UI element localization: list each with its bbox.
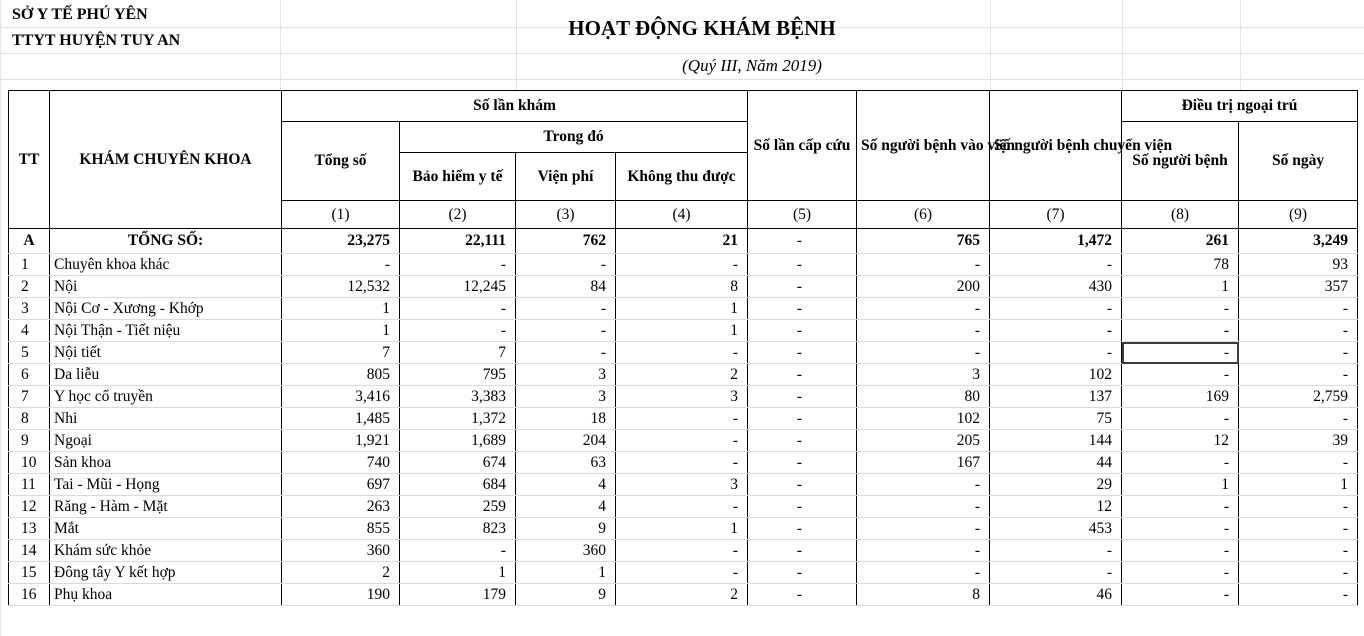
row-value[interactable]: 205 [857, 430, 990, 452]
row-value[interactable]: 12,245 [400, 276, 516, 298]
row-value[interactable]: 1 [400, 562, 516, 584]
row-value[interactable]: - [857, 496, 990, 518]
row-specialty[interactable]: Nhi [50, 408, 282, 430]
row-value[interactable]: 137 [990, 386, 1122, 408]
row-value[interactable]: 12 [990, 496, 1122, 518]
header-total[interactable]: Tổng số [282, 122, 400, 201]
grid-line [0, 53, 1364, 54]
row-value[interactable]: 1,921 [282, 430, 400, 452]
table-row [9, 298, 1358, 320]
row-value[interactable]: - [516, 342, 616, 364]
row-value[interactable]: - [748, 452, 857, 474]
row-tt[interactable]: 8 [9, 408, 50, 430]
row-value[interactable]: 795 [400, 364, 516, 386]
row-value[interactable]: - [748, 386, 857, 408]
row-value[interactable]: - [1122, 496, 1239, 518]
row-value[interactable]: 190 [282, 584, 400, 606]
row-specialty[interactable]: Tai - Mũi - Họng [50, 474, 282, 496]
row-value[interactable]: - [1122, 320, 1239, 342]
row-value[interactable]: - [616, 496, 748, 518]
row-value[interactable]: - [1239, 408, 1358, 430]
row-specialty[interactable]: Nội Cơ - Xương - Khớp [50, 298, 282, 320]
row-value[interactable]: 84 [516, 276, 616, 298]
row-value[interactable]: - [748, 562, 857, 584]
row-value[interactable]: - [748, 298, 857, 320]
row-value[interactable]: - [400, 298, 516, 320]
row-value[interactable]: - [857, 298, 990, 320]
row-specialty[interactable]: Nội Thận - Tiết niệu [50, 320, 282, 342]
header-insurance[interactable]: Bảo hiểm y tế [400, 153, 516, 201]
header-outpatient-group[interactable]: Điều trị ngoại trú [1122, 91, 1358, 122]
row-tt[interactable]: 16 [9, 584, 50, 606]
table-row [9, 452, 1358, 474]
table-row [9, 276, 1358, 298]
row-specialty[interactable]: Da liễu [50, 364, 282, 386]
row-value[interactable]: 674 [400, 452, 516, 474]
header-days[interactable]: Số ngày [1239, 122, 1358, 201]
column-index[interactable]: (3) [516, 201, 616, 229]
row-value[interactable]: 9 [516, 584, 616, 606]
row-value[interactable]: 3 [616, 474, 748, 496]
row-value[interactable]: 1,689 [400, 430, 516, 452]
row-value[interactable]: - [990, 320, 1122, 342]
row-value[interactable]: - [616, 452, 748, 474]
row-value[interactable]: - [1122, 364, 1239, 386]
row-value[interactable]: - [748, 474, 857, 496]
table-row [9, 408, 1358, 430]
column-index[interactable]: (8) [1122, 201, 1239, 229]
row-value[interactable]: 1 [616, 298, 748, 320]
row-value[interactable]: 102 [990, 364, 1122, 386]
row-value[interactable]: - [1239, 342, 1358, 364]
row-value[interactable]: - [282, 254, 400, 276]
row-value[interactable]: - [748, 364, 857, 386]
row-value[interactable]: - [616, 342, 748, 364]
column-index[interactable]: (1) [282, 201, 400, 229]
row-value[interactable]: - [748, 430, 857, 452]
row-specialty[interactable]: Y học cổ truyền [50, 386, 282, 408]
row-value[interactable]: - [857, 474, 990, 496]
row-specialty[interactable]: Phụ khoa [50, 584, 282, 606]
row-value[interactable]: - [857, 320, 990, 342]
row-value[interactable]: - [748, 518, 857, 540]
column-index[interactable]: (5) [748, 201, 857, 229]
row-value[interactable]: - [516, 298, 616, 320]
row-value[interactable]: - [1239, 540, 1358, 562]
table-row [9, 320, 1358, 342]
report-title[interactable]: HOẠT ĐỘNG KHÁM BỆNH [568, 16, 836, 40]
row-value[interactable]: 200 [857, 276, 990, 298]
row-value[interactable]: 80 [857, 386, 990, 408]
row-value[interactable]: 1 [282, 320, 400, 342]
report-table [8, 90, 1358, 606]
row-tt[interactable]: 13 [9, 518, 50, 540]
table-row [9, 254, 1358, 276]
row-value[interactable]: - [1122, 540, 1239, 562]
row-value[interactable]: 3 [616, 386, 748, 408]
total-value[interactable]: 22,111 [400, 229, 516, 254]
table-row [9, 540, 1358, 562]
row-tt[interactable]: 2 [9, 276, 50, 298]
row-tt[interactable]: 7 [9, 386, 50, 408]
row-value[interactable]: 3,383 [400, 386, 516, 408]
row-tt[interactable]: 1 [9, 254, 50, 276]
column-index[interactable]: (2) [400, 201, 516, 229]
row-value[interactable]: 855 [282, 518, 400, 540]
row-tt[interactable]: 6 [9, 364, 50, 386]
row-value[interactable]: - [616, 254, 748, 276]
header-patients[interactable]: Số người bệnh [1122, 122, 1239, 201]
row-value[interactable]: - [1239, 452, 1358, 474]
total-value[interactable]: 765 [857, 229, 990, 254]
total-value[interactable]: 23,275 [282, 229, 400, 254]
row-value[interactable]: 1 [282, 298, 400, 320]
row-value[interactable]: - [748, 540, 857, 562]
header-specialty[interactable]: KHÁM CHUYÊN KHOA [50, 91, 282, 229]
total-value[interactable]: - [748, 229, 857, 254]
row-value[interactable]: - [1239, 364, 1358, 386]
row-value[interactable]: 1 [516, 562, 616, 584]
row-value[interactable]: 1 [1122, 474, 1239, 496]
row-specialty[interactable]: Răng - Hàm - Mặt [50, 496, 282, 518]
row-value[interactable]: - [990, 540, 1122, 562]
row-value[interactable]: - [400, 254, 516, 276]
org-name-line2[interactable]: TTYT HUYỆN TUY AN [12, 32, 181, 49]
row-value[interactable]: - [1122, 518, 1239, 540]
table-row [9, 342, 1358, 364]
row-value[interactable]: - [1122, 452, 1239, 474]
row-value[interactable]: 360 [282, 540, 400, 562]
row-value[interactable]: - [857, 254, 990, 276]
grid-line [0, 79, 1364, 80]
row-value[interactable]: - [857, 518, 990, 540]
row-value[interactable]: 1,485 [282, 408, 400, 430]
report-subtitle[interactable]: (Quý III, Năm 2019) [682, 56, 822, 75]
table-row [9, 518, 1358, 540]
row-value[interactable]: - [748, 408, 857, 430]
total-row [9, 229, 1358, 254]
grid-line [990, 0, 991, 90]
row-value[interactable]: 1 [616, 518, 748, 540]
row-value[interactable]: - [748, 496, 857, 518]
row-tt[interactable]: 14 [9, 540, 50, 562]
row-value[interactable]: 263 [282, 496, 400, 518]
table-row [9, 364, 1358, 386]
row-value[interactable]: - [990, 562, 1122, 584]
row-value[interactable]: 7 [282, 342, 400, 364]
row-tt[interactable]: 15 [9, 562, 50, 584]
row-specialty[interactable]: Khám sức khỏe [50, 540, 282, 562]
row-value[interactable]: - [857, 562, 990, 584]
grid-line [280, 0, 281, 90]
row-value[interactable]: 39 [1239, 430, 1358, 452]
row-value[interactable]: 1,372 [400, 408, 516, 430]
total-tt[interactable]: A [9, 229, 50, 254]
row-value[interactable]: 179 [400, 584, 516, 606]
header-emergency[interactable]: Số lần cấp cứu [748, 91, 857, 201]
row-specialty[interactable]: Mắt [50, 518, 282, 540]
row-value[interactable]: - [1122, 342, 1239, 364]
row-value[interactable]: - [748, 342, 857, 364]
row-value[interactable]: 4 [516, 474, 616, 496]
row-value[interactable]: - [516, 254, 616, 276]
column-index[interactable]: (7) [990, 201, 1122, 229]
row-value[interactable]: 9 [516, 518, 616, 540]
row-tt[interactable]: 4 [9, 320, 50, 342]
row-value[interactable]: - [990, 254, 1122, 276]
row-value[interactable]: 1 [1122, 276, 1239, 298]
row-value[interactable]: - [1239, 518, 1358, 540]
row-value[interactable]: 8 [857, 584, 990, 606]
row-value[interactable]: - [748, 584, 857, 606]
row-specialty[interactable]: Nội [50, 276, 282, 298]
row-value[interactable]: 204 [516, 430, 616, 452]
grid-line [516, 0, 517, 90]
row-value[interactable]: 3 [516, 386, 616, 408]
row-value[interactable]: 75 [990, 408, 1122, 430]
report-body [9, 229, 1358, 606]
row-value[interactable]: - [616, 408, 748, 430]
total-value[interactable]: 21 [616, 229, 748, 254]
row-value[interactable]: 44 [990, 452, 1122, 474]
row-value[interactable]: 167 [857, 452, 990, 474]
row-value[interactable]: 29 [990, 474, 1122, 496]
row-value[interactable]: 93 [1239, 254, 1358, 276]
row-value[interactable]: 2,759 [1239, 386, 1358, 408]
row-value[interactable]: 684 [400, 474, 516, 496]
row-tt[interactable]: 10 [9, 452, 50, 474]
header-visits-group[interactable]: Số lần khám [282, 91, 748, 122]
grid-line [1240, 0, 1241, 90]
row-value[interactable]: 78 [1122, 254, 1239, 276]
row-value[interactable]: - [1239, 562, 1358, 584]
row-value[interactable]: - [616, 562, 748, 584]
row-value[interactable]: - [990, 342, 1122, 364]
row-value[interactable]: - [857, 342, 990, 364]
grid-line [1122, 0, 1123, 90]
row-value[interactable]: - [1239, 496, 1358, 518]
row-value[interactable]: 259 [400, 496, 516, 518]
row-value[interactable]: 12,532 [282, 276, 400, 298]
row-specialty[interactable]: Sản khoa [50, 452, 282, 474]
row-specialty[interactable]: Đông tây Y kết hợp [50, 562, 282, 584]
row-value[interactable]: - [616, 430, 748, 452]
row-value[interactable]: 1 [616, 320, 748, 342]
column-index[interactable]: (9) [1239, 201, 1358, 229]
total-value[interactable]: 261 [1122, 229, 1239, 254]
row-value[interactable]: - [1122, 584, 1239, 606]
row-value[interactable]: 8 [616, 276, 748, 298]
table-row [9, 584, 1358, 606]
row-value[interactable]: 4 [516, 496, 616, 518]
row-value[interactable]: - [748, 254, 857, 276]
row-value[interactable]: 3 [516, 364, 616, 386]
header-admitted[interactable]: Số người bệnh vào viện [857, 91, 990, 201]
row-value[interactable]: 2 [616, 364, 748, 386]
row-tt[interactable]: 12 [9, 496, 50, 518]
row-tt[interactable]: 9 [9, 430, 50, 452]
row-value[interactable]: - [990, 298, 1122, 320]
row-value[interactable]: 63 [516, 452, 616, 474]
total-value[interactable]: 3,249 [1239, 229, 1358, 254]
row-specialty[interactable]: Nội tiết [50, 342, 282, 364]
row-value[interactable]: - [857, 540, 990, 562]
row-value[interactable]: 453 [990, 518, 1122, 540]
row-value[interactable]: 1 [1239, 474, 1358, 496]
row-value[interactable]: 357 [1239, 276, 1358, 298]
row-value[interactable]: - [1122, 562, 1239, 584]
header-free[interactable]: Không thu được [616, 153, 748, 201]
column-index[interactable]: (6) [857, 201, 990, 229]
row-value[interactable]: 3 [857, 364, 990, 386]
header-transferred[interactable]: Số người bệnh chuyển viện [990, 91, 1122, 201]
row-value[interactable]: 18 [516, 408, 616, 430]
row-specialty[interactable]: Chuyên khoa khác [50, 254, 282, 276]
row-value[interactable]: 805 [282, 364, 400, 386]
header-tt[interactable]: TT [9, 91, 50, 229]
table-row [9, 496, 1358, 518]
table-row [9, 474, 1358, 496]
row-value[interactable]: 740 [282, 452, 400, 474]
table-row [9, 386, 1358, 408]
total-value[interactable]: 1,472 [990, 229, 1122, 254]
row-value[interactable]: - [1122, 298, 1239, 320]
row-value[interactable]: 823 [400, 518, 516, 540]
header-fee[interactable]: Viện phí [516, 153, 616, 201]
row-value[interactable]: 430 [990, 276, 1122, 298]
row-value[interactable]: 360 [516, 540, 616, 562]
row-tt[interactable]: 5 [9, 342, 50, 364]
table-row [9, 430, 1358, 452]
column-index[interactable]: (4) [616, 201, 748, 229]
row-value[interactable]: - [616, 540, 748, 562]
row-value[interactable]: - [1239, 298, 1358, 320]
row-value[interactable]: 3,416 [282, 386, 400, 408]
total-label[interactable]: TỔNG SỐ: [50, 229, 282, 254]
org-name-line1[interactable]: SỞ Y TẾ PHÚ YÊN [12, 6, 148, 23]
row-value[interactable]: 169 [1122, 386, 1239, 408]
row-value[interactable]: 102 [857, 408, 990, 430]
row-tt[interactable]: 11 [9, 474, 50, 496]
header-of-which[interactable]: Trong đó [400, 122, 748, 153]
row-value[interactable]: - [1122, 408, 1239, 430]
row-value[interactable]: - [400, 320, 516, 342]
row-value[interactable]: - [748, 320, 857, 342]
row-value[interactable]: - [748, 276, 857, 298]
row-value[interactable]: - [516, 320, 616, 342]
row-tt[interactable]: 3 [9, 298, 50, 320]
row-value[interactable]: - [1239, 584, 1358, 606]
row-value[interactable]: 144 [990, 430, 1122, 452]
row-value[interactable]: 697 [282, 474, 400, 496]
total-value[interactable]: 762 [516, 229, 616, 254]
row-value[interactable]: 2 [616, 584, 748, 606]
row-value[interactable]: 46 [990, 584, 1122, 606]
row-specialty[interactable]: Ngoại [50, 430, 282, 452]
row-value[interactable]: 2 [282, 562, 400, 584]
row-value[interactable]: 7 [400, 342, 516, 364]
row-value[interactable]: - [400, 540, 516, 562]
row-value[interactable]: - [1239, 320, 1358, 342]
row-value[interactable]: 12 [1122, 430, 1239, 452]
table-row [9, 562, 1358, 584]
